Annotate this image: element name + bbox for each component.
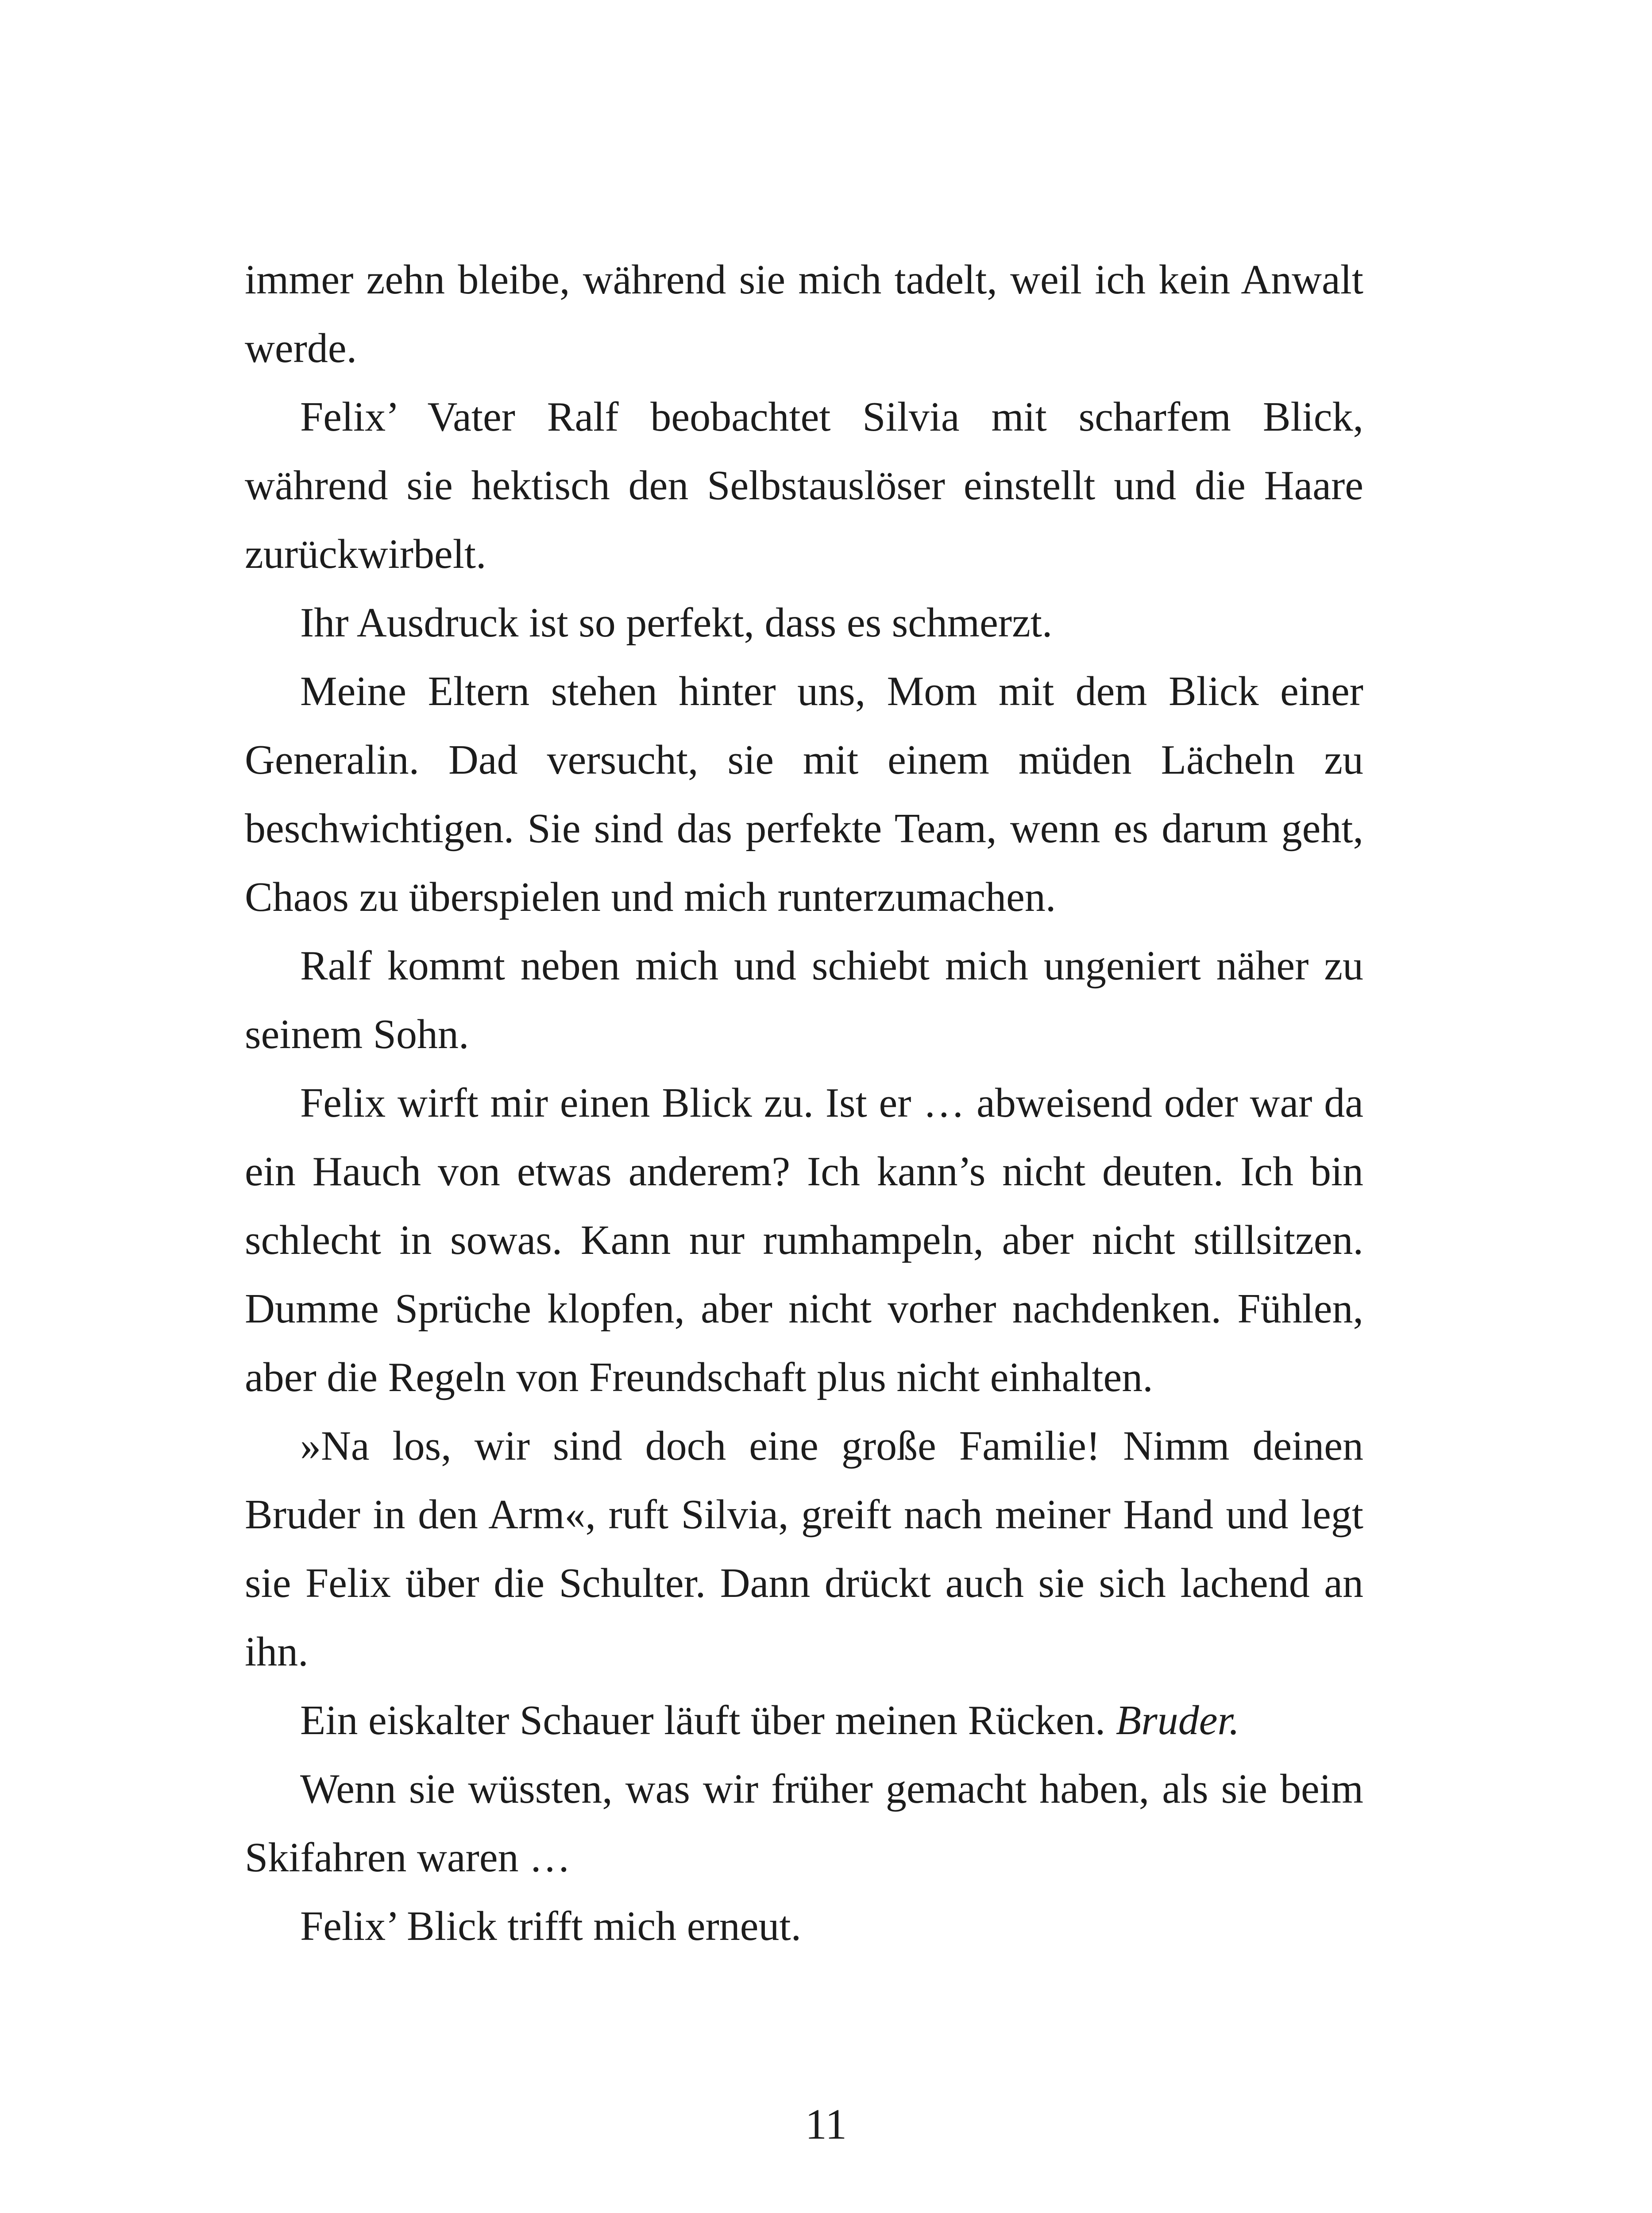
paragraph-ralf-pushes: Ralf kommt neben mich und schiebt mich ungeniert näher zu seinem Sohn. (245, 943, 1363, 1057)
paragraph-if-they-knew: Wenn sie wüssten, was wir früher gemacht haben, als sie beim Skifahren waren … (245, 1766, 1363, 1881)
body-text (245, 246, 1363, 1961)
paragraph-felix-glance: Felix wirft mir einen Blick zu. Ist er … abweisend oder war da ein Hauch von etwas anderem? Ich kann’s nicht deuten. Ich bin schlecht in sowas. Kann nur rumhampeln, aber nicht stillsitzen. Dumme Sprüche klopfen, aber nicht vorher nachdenken. Fühlen, aber die Regeln von Freundschaft plus nicht einhalten. (245, 1080, 1363, 1400)
paragraph-continuation: immer zehn bleibe, während sie mich tadelt, weil ich kein Anwalt werde. (245, 257, 1363, 371)
paragraph-felix-look-again: Felix’ Blick trifft mich erneut. (300, 1903, 802, 1949)
paragraph-ralf-observes: Felix’ Vater Ralf beobachtet Silvia mit scharfem Blick, während sie hektisch den Selbstauslöser einstellt und die Haare zurückwirbelt. (245, 394, 1363, 577)
paragraph-parents: Meine Eltern stehen hinter uns, Mom mit dem Blick einer Generalin. Dad versucht, sie mit einem müden Lächeln zu beschwichtigen. Sie sind das perfekte Team, wenn es darum geht, Chaos zu überspielen und mich runterzumachen. (245, 668, 1363, 920)
paragraph-expression: Ihr Ausdruck ist so perfekt, dass es schmerzt. (300, 600, 1053, 646)
shiver-emphasis: Bruder. (1115, 1697, 1240, 1743)
paragraph-silvia-family: »Na los, wir sind doch eine große Familie! Nimm deinen Bruder in den Arm«, ruft Silvia, greift nach meiner Hand und legt sie Felix über die Schulter. Dann drückt auch sie sich lachend an ihn. (245, 1423, 1363, 1675)
paragraph-shiver (245, 1686, 1363, 1755)
shiver-text: Ein eiskalter Schauer läuft über meinen Rücken. (300, 1697, 1116, 1743)
page-number: 11 (805, 2101, 847, 2148)
